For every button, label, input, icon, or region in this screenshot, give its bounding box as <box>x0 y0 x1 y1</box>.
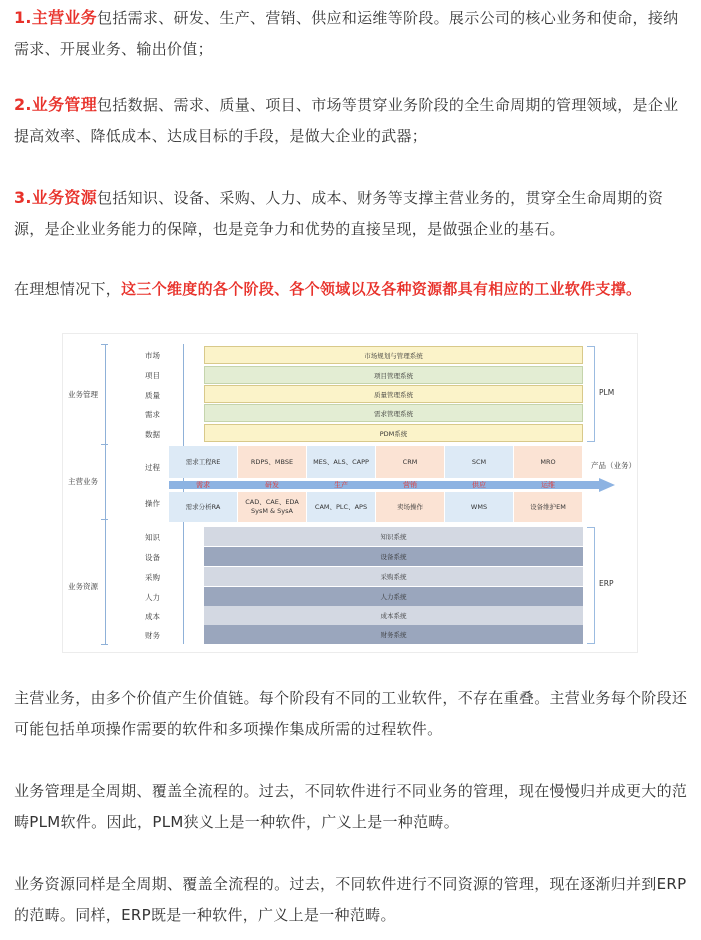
row-label: 设备 <box>145 553 160 562</box>
row-label: 操作 <box>145 499 160 508</box>
row-label: 人力 <box>145 593 160 602</box>
process-cell: MES、ALS、CAPP <box>307 446 375 478</box>
product-label: 产品（业务） <box>591 461 636 470</box>
paragraph-business-resources <box>14 182 690 245</box>
lead-business-management: 2.业务管理 <box>14 95 98 114</box>
stage-label: 需求 <box>196 481 210 489</box>
paragraph-ideal <box>14 274 690 305</box>
system-bar-knowledge: 知识系统 <box>204 527 583 546</box>
system-bar-market: 市场规划与管理系统 <box>204 346 583 364</box>
system-bar-cost: 成本系统 <box>204 606 583 625</box>
process-cell: RDPS、MBSE <box>238 446 306 478</box>
plm-label: PLM <box>599 388 615 397</box>
operation-cell: WMS <box>445 492 513 522</box>
erp-brace <box>587 527 595 644</box>
row-label: 成本 <box>145 612 160 621</box>
system-bar-quality: 质量管理系统 <box>204 385 583 403</box>
highlight-text: 这三个维度的各个阶段、各个领域以及各种资源都具有相应的工业软件支撑。 <box>121 280 642 298</box>
process-cell: CRM <box>376 446 444 478</box>
system-bar-finance: 财务系统 <box>204 625 583 644</box>
axis-tick <box>101 344 108 345</box>
paragraph-main-business <box>14 2 690 65</box>
paragraph-erp-summary <box>14 869 690 931</box>
operation-cell: CAM、PLC、APS <box>307 492 375 522</box>
segment-label-main: 主营业务 <box>68 477 98 486</box>
process-cell: 需求工程RE <box>169 446 237 478</box>
row-label: 数据 <box>145 430 160 439</box>
system-bar-equipment: 设备系统 <box>204 547 583 566</box>
axis-tick <box>101 444 108 445</box>
stage-label: 生产 <box>334 481 348 489</box>
lead-main-business: 1.主营业务 <box>14 8 98 27</box>
paragraph-text: 业务资源同样是全周期、覆盖全流程的。过去，不同软件进行不同资源的管理，现在逐渐归并到ERP的范畴。同样，ERP既是一种软件，广义上是一种范畴。 <box>14 875 687 924</box>
stage-label: 研发 <box>265 481 279 489</box>
stage-label: 运维 <box>541 481 555 489</box>
segment-label-management: 业务管理 <box>68 390 98 399</box>
system-bar-requirement: 需求管理系统 <box>204 404 583 422</box>
operation-cell: 卖场操作 <box>376 492 444 522</box>
paragraph-text: 在理想情况下， <box>14 280 122 298</box>
system-bar-project: 项目管理系统 <box>204 366 583 384</box>
system-bar-procurement: 采购系统 <box>204 567 583 586</box>
row-label: 需求 <box>145 410 160 419</box>
operation-cell: CAD、CAE、EDA SysM & SysA <box>238 492 306 522</box>
segment-label-resources: 业务资源 <box>68 582 98 591</box>
paragraph-main-summary <box>14 683 690 745</box>
paragraph-plm-summary <box>14 776 690 838</box>
erp-label: ERP <box>599 579 614 588</box>
row-label: 采购 <box>145 573 160 582</box>
paragraph-text: 业务管理是全周期、覆盖全流程的。过去，不同软件进行不同业务的管理，现在慢慢归并成更大的范畴PLM软件。因此，PLM狭义上是一种软件，广义上是一种范畴。 <box>14 782 688 831</box>
axis-line <box>105 344 106 644</box>
paragraph-text: 包括需求、研发、生产、营销、供应和运维等阶段。展示公司的核心业务和使命，接纳需求、开展业务、输出价值； <box>14 9 679 58</box>
industrial-software-diagram <box>62 333 638 653</box>
operation-cell: 需求分析RA <box>169 492 237 522</box>
row-label: 财务 <box>145 631 160 640</box>
axis-tick <box>101 644 108 645</box>
row-label: 质量 <box>145 391 160 400</box>
row-label: 项目 <box>145 371 160 380</box>
paragraph-business-management <box>14 89 690 152</box>
system-bar-pdm: PDM系统 <box>204 424 583 442</box>
process-cell: MRO <box>514 446 582 478</box>
row-label: 市场 <box>145 351 160 360</box>
stage-label: 供应 <box>472 481 486 489</box>
paragraph-text: 主营业务，由多个价值产生价值链。每个阶段有不同的工业软件，不存在重叠。主营业务每个阶段还可能包括单项操作需要的软件和多项操作集成所需的过程软件。 <box>14 689 688 738</box>
operation-cell: 设备维护EM <box>514 492 582 522</box>
row-label: 知识 <box>145 533 160 542</box>
system-bar-hr: 人力系统 <box>204 587 583 606</box>
row-label: 过程 <box>145 463 160 472</box>
lead-business-resources: 3.业务资源 <box>14 188 98 207</box>
axis-tick <box>101 519 108 520</box>
paragraph-text: 包括数据、需求、质量、项目、市场等贯穿业务阶段的全生命周期的管理领域，是企业提高效率、降低成本、达成目标的手段，是做大企业的武器； <box>14 96 679 145</box>
stage-label: 营销 <box>403 481 417 489</box>
process-cell: SCM <box>445 446 513 478</box>
plm-brace <box>587 346 595 442</box>
paragraph-text: 包括知识、设备、采购、人力、成本、财务等支撑主营业务的，贯穿全生命周期的资源，是企业业务能力的保障，也是竞争力和优势的直接呈现，是做强企业的基石。 <box>14 189 664 238</box>
